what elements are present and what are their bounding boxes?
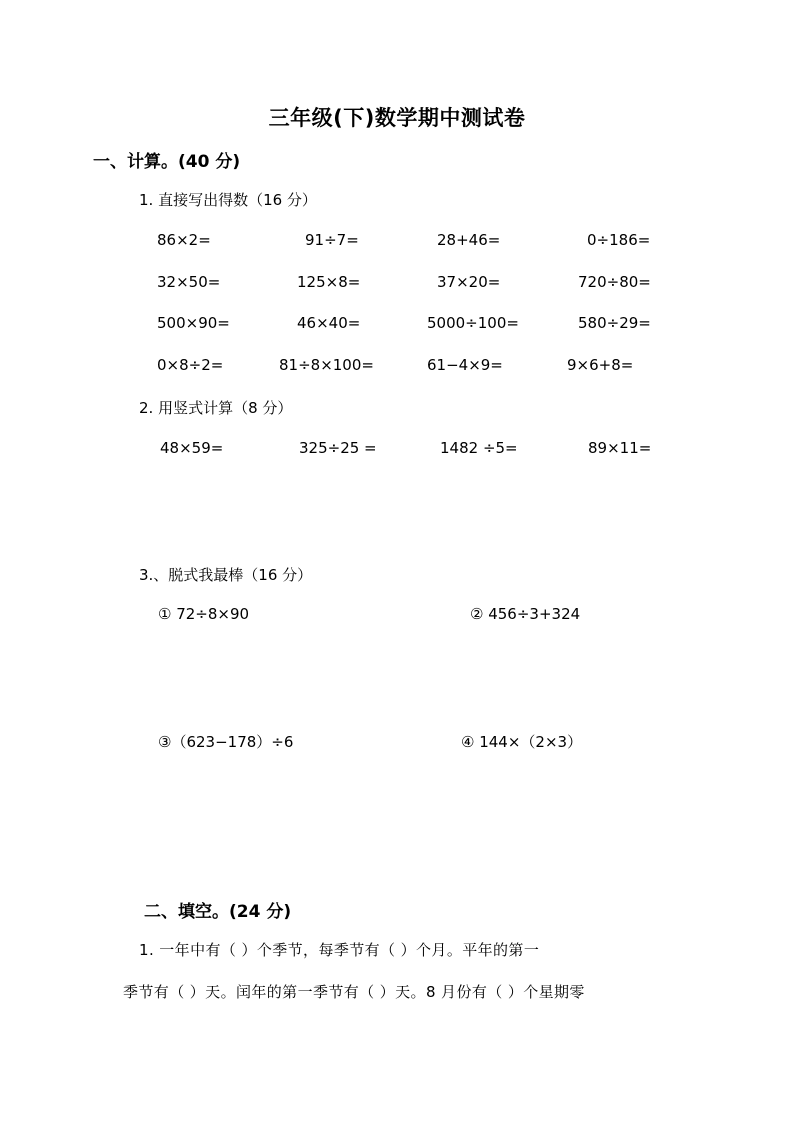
equation: 61−4×9= <box>427 356 503 374</box>
fill-blank-line: 季节有（ ）天。闰年的第一季节有（ ）天。8 月份有（ ）个星期零 <box>123 983 585 1001</box>
equation: 46×40= <box>297 314 361 332</box>
step-calc-item: ③（623−178）÷6 <box>158 733 294 751</box>
step-calc-item: ① 72÷8×90 <box>158 605 250 623</box>
equation: 91÷7= <box>305 231 359 249</box>
equation: 9×6+8= <box>567 356 634 374</box>
vertical-calc-item: 325÷25 = <box>299 439 377 457</box>
step-calc-item: ② 456÷3+324 <box>470 605 581 623</box>
equation: 0×8÷2= <box>157 356 224 374</box>
fill-blank-line: 1. 一年中有（ ）个季节，每季节有（ ）个月。平年的第一 <box>139 941 540 959</box>
equation: 125×8= <box>297 273 361 291</box>
vertical-calc-item: 1482 ÷5= <box>440 439 518 457</box>
part-2-heading: 2. 用竖式计算（8 分） <box>139 399 293 417</box>
section-1-heading: 一、计算。(40 分) <box>93 152 241 172</box>
equation: 32×50= <box>157 273 221 291</box>
equation: 500×90= <box>157 314 230 332</box>
equation: 580÷29= <box>578 314 651 332</box>
part-3-heading: 3.、脱式我最棒（16 分） <box>139 566 313 584</box>
equation: 5000÷100= <box>427 314 519 332</box>
equation: 720÷80= <box>578 273 651 291</box>
part-1-heading: 1. 直接写出得数（16 分） <box>139 191 317 209</box>
equation: 86×2= <box>157 231 211 249</box>
equation: 37×20= <box>437 273 501 291</box>
section-2-heading: 二、填空。(24 分) <box>144 902 292 922</box>
vertical-calc-item: 89×11= <box>588 439 652 457</box>
equation: 28+46= <box>437 231 501 249</box>
equation: 81÷8×100= <box>279 356 374 374</box>
vertical-calc-item: 48×59= <box>160 439 224 457</box>
step-calc-item: ④ 144×（2×3） <box>461 733 583 751</box>
page-title: 三年级(下)数学期中测试卷 <box>268 106 526 130</box>
equation: 0÷186= <box>587 231 651 249</box>
